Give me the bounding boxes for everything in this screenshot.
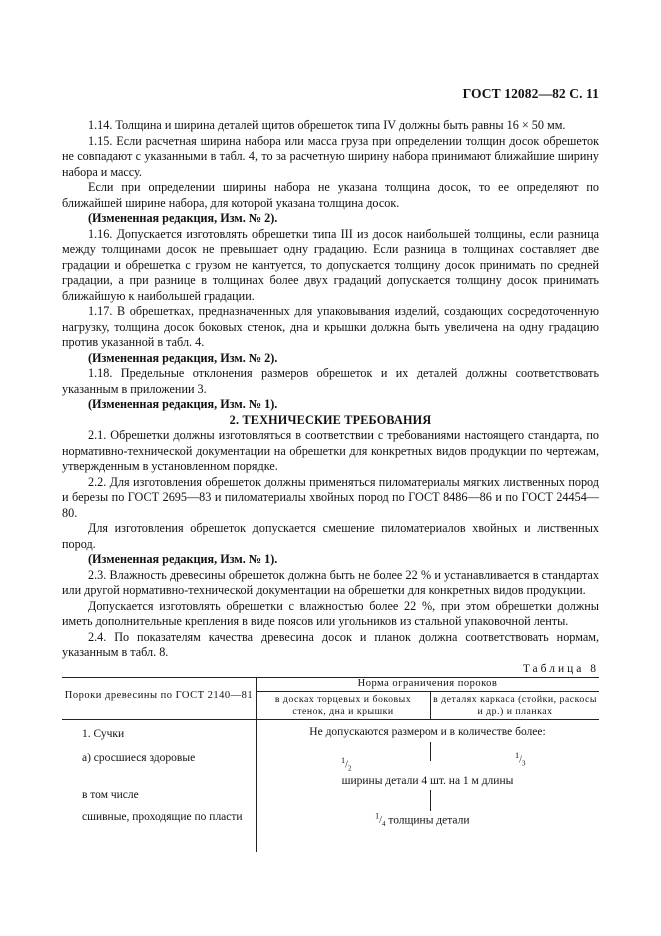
- row-label: а) сросшиеся здоровые: [82, 752, 196, 764]
- table-caption: Таблица 8: [522, 663, 599, 675]
- revision-note: (Измененная редакция, Изм. № 2).: [88, 211, 278, 225]
- row-note: ширины детали 4 шт. на 1 м длины: [341, 775, 514, 787]
- paragraph-1-17: 1.17. В обрешетках, предназначенных для упаковывания изделий, создающих сосредоточенную нагрузку, толщина досок боковых стенок, дна и крышки должна быть увеличена на одну градацию против указанной в табл. 4.: [62, 304, 599, 349]
- row-label: сшивные, проходящие по пласти: [82, 811, 243, 823]
- paragraph-2-1: 2.1. Обрешетки должны изготовляться в соответствии с требованиями настоящего стандарта, по нормативно-технической документации на обрешетки для конкретных видов продукции по чертежам, утвержденным в установленном порядке.: [62, 428, 599, 473]
- table-8: [62, 677, 599, 852]
- paragraph-1-14: 1.14. Толщина и ширина деталей щитов обрешеток типа IV должны быть равны 16 × 50 мм.: [88, 118, 566, 132]
- row-label: 1. Сучки: [82, 728, 125, 740]
- row-note-quarter: $^1/_4$ толщины детали: [375, 812, 470, 829]
- column-divider: [430, 790, 431, 811]
- fraction-one-half: $^1/_2$: [341, 756, 352, 773]
- paragraph-2-3b: Допускается изготовлять обрешетки с влажностью более 22 %, при этом обрешетки должны иметь дополнительные крепления в виде поясов или угольников из стальной упаковочной ленты.: [62, 598, 599, 628]
- document-body: [62, 118, 599, 661]
- page-header: ГОСТ 12082—82 С. 11: [462, 86, 599, 101]
- group-header: Норма ограничения пороков: [357, 678, 498, 689]
- paragraph-2-3: 2.3. Влажность древесины обрешеток должна быть не более 22 % и устанавливается в стандартах или другой нормативно-технической документации на обрешетки для конкретных видов продукции.: [62, 567, 599, 597]
- row-label: в том числе: [82, 789, 139, 801]
- column-divider: [430, 742, 431, 761]
- paragraph-1-18: 1.18. Предельные отклонения размеров обрешеток и их деталей должны соответствовать указанным в приложении 3.: [62, 366, 599, 396]
- paragraph-2-2b: Для изготовления обрешеток допускается смешение пиломатериалов хвойных и лиственных пород.: [62, 521, 599, 551]
- paragraph-1-15b: Если при определении ширины набора не указана толщина досок, то ее определяют по ближайшей ширине набора, для которой указана толщина досок.: [62, 180, 599, 210]
- paragraph-1-15: 1.15. Если расчетная ширина набора или масса груза при определении толщин досок обрешеток не совпадают с указанными в табл. 4, то за расчетную ширину набора принимают ближайшие ширину набора и массу.: [62, 133, 599, 179]
- header-bottom-rule: [62, 719, 599, 720]
- paragraph-2-2: 2.2. Для изготовления обрешеток должны применяться пиломатериалы мягких лиственных пород и березы по ГОСТ 2695—83 и пиломатериалы хвойных пород по ГОСТ 8486—86 и по ГОСТ 24454—80.: [62, 474, 599, 520]
- column-header-boards: в досках торцевых и боковых стенок, дна и крышки: [274, 694, 412, 717]
- revision-note: (Измененная редакция, Изм. № 1).: [88, 552, 278, 566]
- column-divider: [256, 677, 257, 852]
- section-title: 2. ТЕХНИЧЕСКИЕ ТРЕБОВАНИЯ: [229, 412, 432, 427]
- column-divider: [430, 691, 431, 719]
- paragraph-1-16: 1.16. Допускается изготовлять обрешетки типа III из досок наибольшей толщины, если разница между толщинами досок не превышает одну градацию. Если разница в толщинах составляет две градации и обрешетка с грузом не кантуется, то допускается толщину досок принимать по средней градации, а при разнице в толщинах более двух градаций допускается толщину досок принимать ближайшую к наибольшей градации.: [62, 226, 599, 303]
- revision-note: (Измененная редакция, Изм. № 2).: [88, 350, 278, 365]
- column-header-defects: Пороки древесины по ГОСТ 2140—81: [64, 690, 254, 701]
- fraction-one-third: $^1/_3$: [515, 751, 526, 768]
- paragraph-2-4: 2.4. По показателям качества древесина досок и планок должна соответствовать нормам, указанным в табл. 8.: [62, 629, 599, 659]
- revision-note: (Измененная редакция, Изм. № 1).: [88, 397, 278, 411]
- column-header-frame: в деталях каркаса (стойки, раскосы и др.) и планках: [433, 694, 597, 717]
- group-header-rule: [256, 691, 599, 692]
- row-note: Не допускаются размером и в количестве более:: [309, 726, 546, 738]
